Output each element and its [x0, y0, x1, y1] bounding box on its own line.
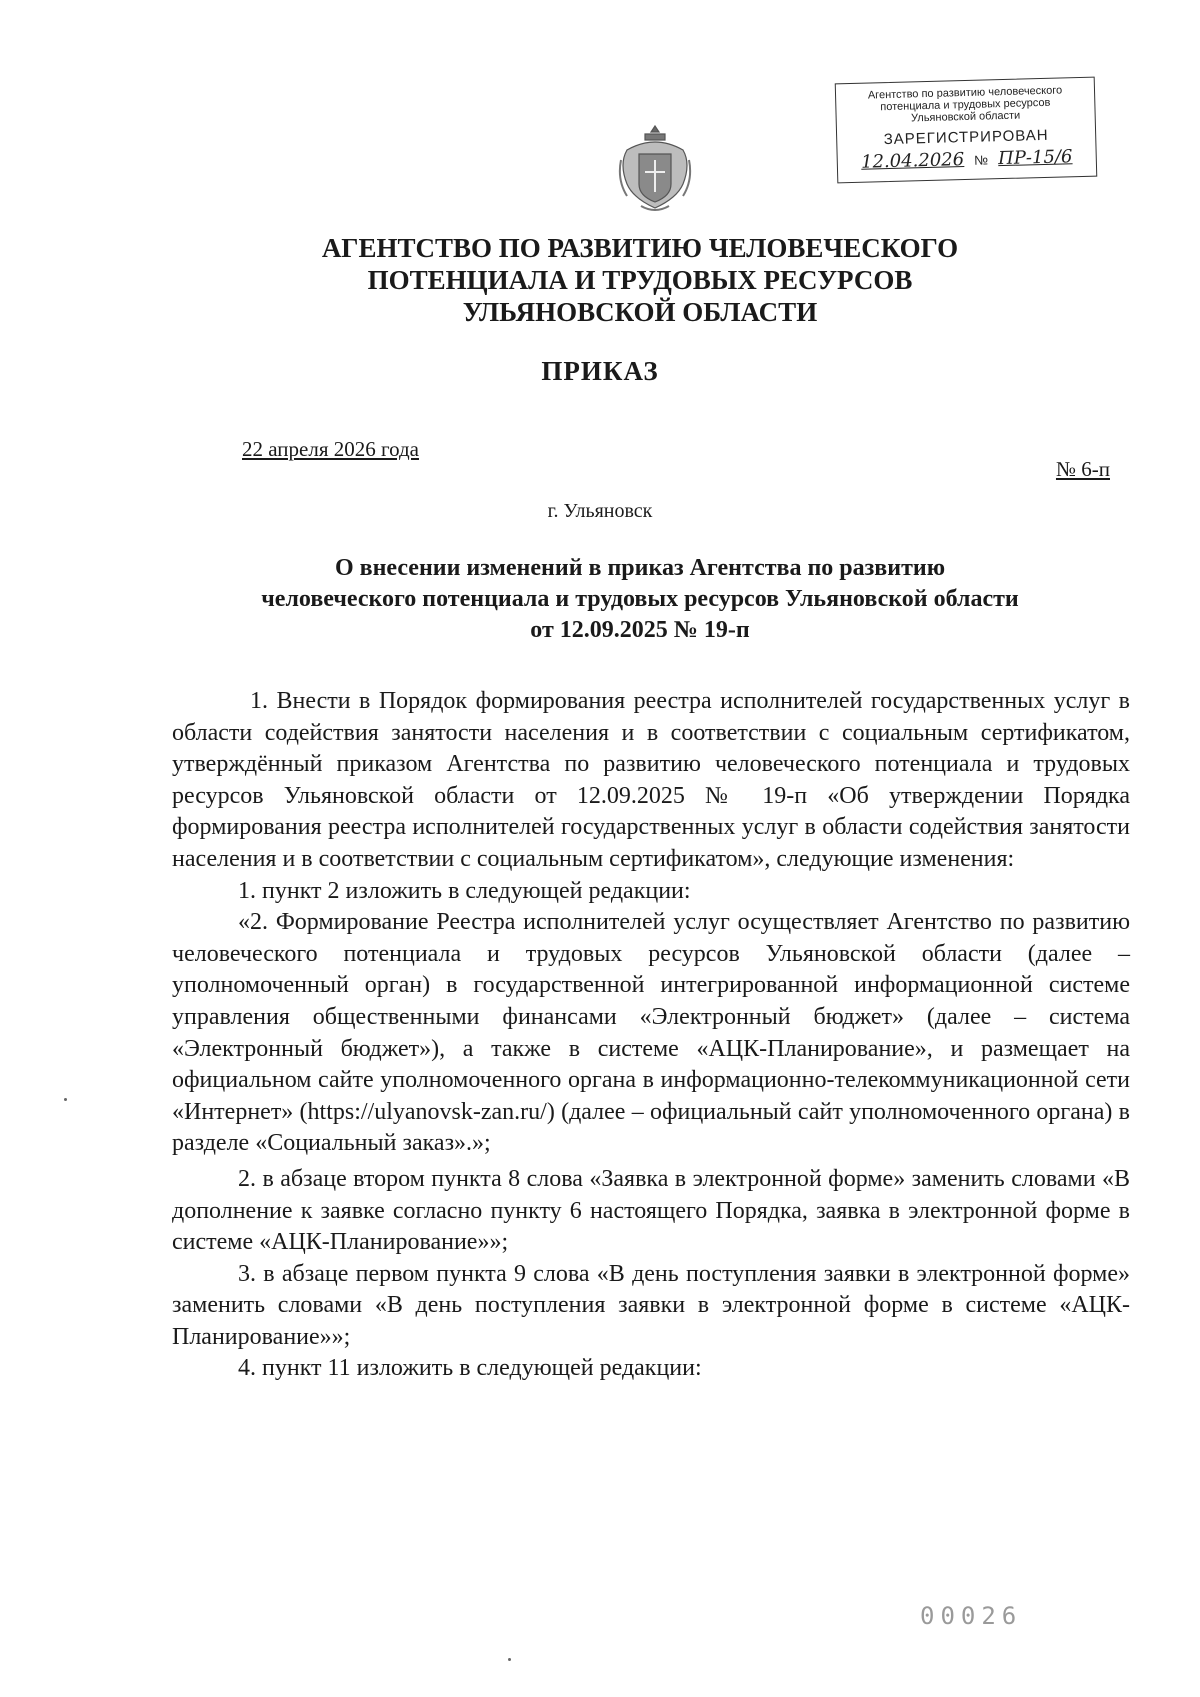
- order-date: 22 апреля 2026 года: [242, 437, 419, 461]
- document-type-title: ПРИКАЗ: [541, 356, 659, 386]
- coat-of-arms-emblem: [615, 120, 695, 216]
- stamp-org-line: потенциала и трудовых ресурсов: [880, 96, 1051, 114]
- subject-line: от 12.09.2025 № 19-п: [530, 617, 750, 643]
- body-paragraph-6: 4. пункт 11 изложить в следующей редакции:: [238, 1355, 702, 1382]
- agency-name-line: УЛЬЯНОВСКОЙ ОБЛАСТИ: [462, 297, 818, 327]
- agency-name: [280, 232, 1000, 328]
- agency-name-line: АГЕНТСТВО ПО РАЗВИТИЮ ЧЕЛОВЕЧЕСКОГО: [321, 233, 959, 263]
- stamp-number-label: №: [973, 152, 989, 168]
- order-city: г. Ульяновск: [547, 500, 653, 522]
- stamp-organization: [836, 78, 1095, 127]
- order-subject: [160, 553, 1120, 646]
- stamp-handwritten-date: 12.04.2026: [860, 149, 965, 173]
- stamp-org-line: Агентство по развитию человеческого: [867, 84, 1063, 102]
- registration-stamp: [835, 77, 1098, 184]
- body-paragraph-3: «2. Формирование Реестра исполнителей услуг осуществляет Агентство по развитию человеческого потенциала и трудовых ресурсов Ульяновской области (далее – уполномоченный орган) в государственной интегрированной информационной системе управления общественными финансами «Электронный бюджет» (далее – система «Электронный бюджет»), а также в системе «АЦК-Планирование», и размещает на официальном сайте уполномоченного органа в информационно-телекоммуникационной сети «Интернет» (https://ulyanovsk-zan.ru/) (далее – официальный сайт уполномоченного органа) в разделе «Социальный заказ».»;: [172, 909, 1130, 1157]
- scan-speck: [508, 1658, 511, 1661]
- body-paragraph-1: 1. Внести в Порядок формирования реестра исполнителей государственных услуг в области содействия занятости населения и в соответствии с социальным сертификатом, утверждённый приказом Агентства по развитию человеческого потенциала и трудовых ресурсов Ульяновской области от 12.09.2025 № 19-п «Об утверждении Порядка формирования реестра исполнителей государственных услуг в области содействия занятости населения и в соответствии с социальным сертификатом», следующие изменения:: [172, 688, 1130, 872]
- stamp-handwritten-number: ПР-15/6: [997, 146, 1073, 170]
- page-code: 00026: [920, 1602, 1023, 1630]
- order-body: [172, 686, 1130, 1385]
- stamp-registered-label: ЗАРЕГИСТРИРОВАН: [883, 126, 1049, 149]
- subject-line: О внесении изменений в приказ Агентства по развитию: [334, 555, 946, 581]
- body-paragraph-5: 3. в абзаце первом пункта 9 слова «В день поступления заявки в электронной форме» заменить словами «В день поступления заявки в электронной форме в системе «АЦК-Планирование»»;: [172, 1260, 1130, 1350]
- order-number: № 6-п: [1055, 457, 1110, 481]
- agency-name-line: ПОТЕНЦИАЛА И ТРУДОВЫХ РЕСУРСОВ: [367, 265, 913, 295]
- stamp-org-line: Ульяновской области: [910, 109, 1021, 125]
- body-paragraph-4: 2. в абзаце втором пункта 8 слова «Заявка в электронной форме» заменить словами «В дополнение к заявке согласно пункту 6 настоящего Порядка, заявка в электронной форме в системе «АЦК-Планирование»»;: [172, 1165, 1130, 1256]
- subject-line: человеческого потенциала и трудовых ресурсов Ульяновской области: [261, 586, 1019, 612]
- body-paragraph-2: 1. пункт 2 изложить в следующей редакции:: [238, 877, 691, 904]
- scan-speck: [64, 1098, 67, 1101]
- stamp-registration-row: [838, 146, 1096, 174]
